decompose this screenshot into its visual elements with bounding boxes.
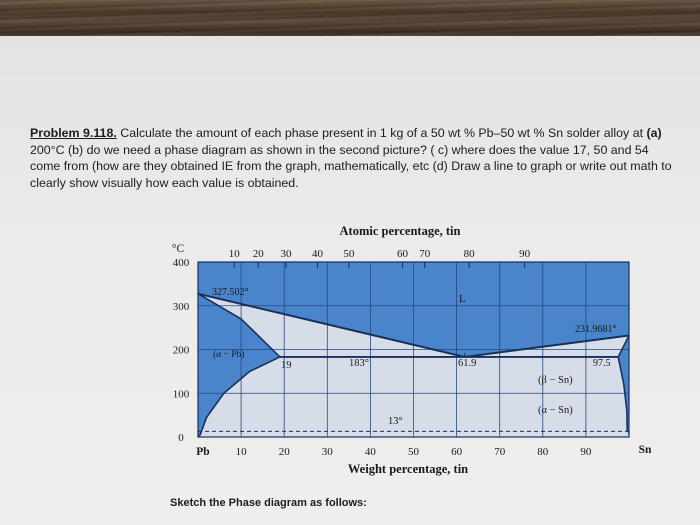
x-tick-label: 70	[494, 446, 506, 458]
problem-title: Problem 9.118.	[30, 126, 117, 140]
liquid-label: L	[459, 293, 466, 305]
top-tick-label: 30	[280, 248, 292, 260]
y-tick-label: 0	[178, 432, 184, 444]
top-tick-label: 20	[252, 248, 264, 260]
problem-text-2: 200°C (b) do we need a phase diagram as shown in the second picture? ( c) where does the value 17, 50 and 54 come from (how are they obtained IE from the graph, mathematically, etc (d) Draw a line to graph or write out math to clearly show visually how each value is obtained.	[30, 142, 672, 190]
beta-sn-label: (β − Sn)	[538, 375, 573, 386]
sketch-instruction: Sketch the Phase diagram as follows:	[170, 497, 367, 509]
x-tick-label: 80	[537, 446, 549, 458]
alpha-limit-label: 19	[281, 360, 292, 371]
top-axis-label: Atomic percentage, tin	[339, 224, 461, 238]
x-tick-label: 30	[321, 446, 333, 458]
y-axis-ticks	[173, 257, 190, 444]
x-tick-label: 90	[580, 446, 592, 458]
y-tick-label: 100	[172, 388, 190, 401]
x-tick-label: 60	[451, 446, 463, 458]
sn-melt-label: 231.9681°	[575, 324, 617, 335]
part-a-label: (a)	[646, 126, 662, 140]
x-tick-label: 40	[364, 446, 376, 458]
pb-melt-label: 327.502°	[212, 287, 249, 298]
top-tick-label: 40	[311, 248, 323, 260]
y-tick-label: 300	[172, 300, 190, 313]
alpha-pb-label: (α − Pb)	[213, 350, 245, 360]
problem-text-1: Calculate the amount of each phase present in 1 kg of a 50 wt % Pb–50 wt % Sn solder alloy at	[116, 126, 647, 140]
top-tick-label: 90	[519, 248, 531, 260]
x-tick-label: 20	[278, 446, 290, 458]
y-tick-label: 200	[172, 344, 190, 357]
x-axis-label: Weight percentage, tin	[347, 462, 469, 476]
x-tick-label: 10	[235, 446, 247, 458]
alpha-sn-label: (α − Sn)	[538, 405, 573, 416]
x-axis-ticks	[236, 446, 592, 458]
transition-temp-label: 13°	[388, 416, 403, 427]
x-axis-right-label: Sn	[638, 444, 652, 456]
top-tick-label: 60	[397, 248, 409, 260]
top-tick-label: 10	[228, 248, 240, 260]
top-tick-label: 70	[419, 248, 431, 260]
eutectic-comp-label: 61.9	[458, 358, 477, 369]
beta-limit-label: 97.5	[593, 358, 611, 369]
y-tick-label: 400	[172, 257, 190, 269]
top-tick-label: 80	[463, 248, 475, 260]
eutectic-temp-label: 183°	[349, 358, 369, 369]
top-tick-label: 50	[343, 248, 355, 260]
x-axis-left-label: Pb	[196, 446, 210, 458]
x-tick-label: 50	[408, 446, 419, 458]
y-axis-unit: °C	[171, 243, 185, 255]
